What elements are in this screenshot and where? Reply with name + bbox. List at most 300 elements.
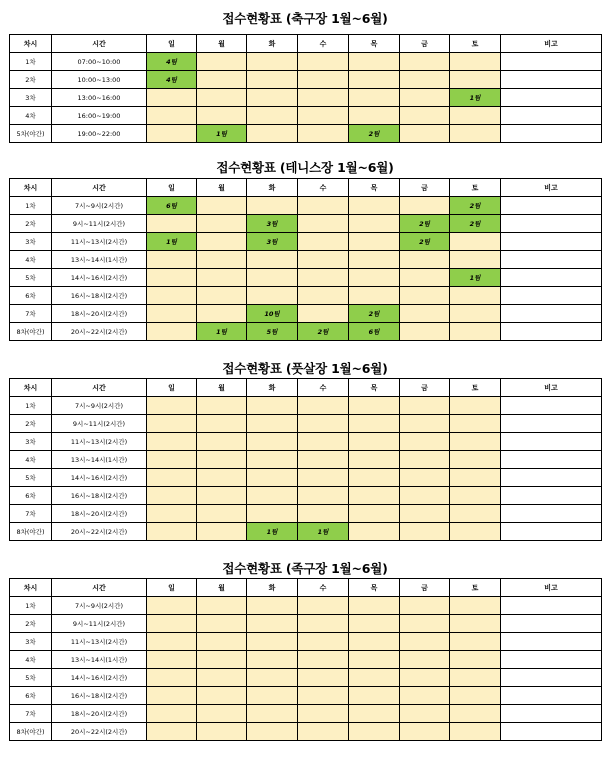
booked-slot-cell: 2팀 xyxy=(349,305,400,323)
column-header: 목 xyxy=(349,35,400,53)
open-slot-cell xyxy=(349,53,400,71)
open-slot-cell xyxy=(450,397,501,415)
header-row xyxy=(10,579,602,597)
note-cell xyxy=(501,597,602,615)
open-slot-cell xyxy=(197,107,247,125)
table-row xyxy=(10,651,602,669)
open-slot-cell xyxy=(247,705,298,723)
table-row xyxy=(10,197,602,215)
session-cell: 2차 xyxy=(10,71,52,89)
open-slot-cell xyxy=(298,53,349,71)
open-slot-cell xyxy=(197,89,247,107)
open-slot-cell xyxy=(298,397,349,415)
open-slot-cell xyxy=(197,269,247,287)
table-row xyxy=(10,251,602,269)
booked-slot-cell: 4팀 xyxy=(147,53,197,71)
table-row xyxy=(10,469,602,487)
session-cell: 1차 xyxy=(10,197,52,215)
open-slot-cell xyxy=(349,197,400,215)
booked-slot-cell: 2팀 xyxy=(349,125,400,143)
open-slot-cell xyxy=(400,597,450,615)
open-slot-cell xyxy=(197,305,247,323)
time-cell: 16시~18시(2시간) xyxy=(52,287,147,305)
time-cell: 13시~14시(1시간) xyxy=(52,451,147,469)
table-row xyxy=(10,687,602,705)
section-title: 접수현황표 (테니스장 1월~6월) xyxy=(216,160,394,175)
section-title: 접수현황표 (족구장 1월~6월) xyxy=(222,561,388,576)
booked-slot-cell: 4팀 xyxy=(147,71,197,89)
open-slot-cell xyxy=(197,633,247,651)
note-cell xyxy=(501,669,602,687)
column-header: 시간 xyxy=(52,579,147,597)
booked-slot-cell: 2팀 xyxy=(298,323,349,341)
schedule-table xyxy=(9,34,602,143)
table-row xyxy=(10,597,602,615)
open-slot-cell xyxy=(147,723,197,741)
open-slot-cell xyxy=(197,415,247,433)
open-slot-cell xyxy=(450,523,501,541)
note-cell xyxy=(501,305,602,323)
column-header: 시간 xyxy=(52,379,147,397)
open-slot-cell xyxy=(147,597,197,615)
time-cell: 11시~13시(2시간) xyxy=(52,633,147,651)
open-slot-cell xyxy=(400,669,450,687)
open-slot-cell xyxy=(247,451,298,469)
open-slot-cell xyxy=(400,723,450,741)
column-header: 목 xyxy=(349,579,400,597)
time-cell: 16시~18시(2시간) xyxy=(52,687,147,705)
open-slot-cell xyxy=(450,469,501,487)
table-row xyxy=(10,523,602,541)
column-header: 토 xyxy=(450,179,501,197)
open-slot-cell xyxy=(349,705,400,723)
booked-slot-cell: 2팀 xyxy=(400,233,450,251)
open-slot-cell xyxy=(298,89,349,107)
open-slot-cell xyxy=(400,305,450,323)
table-row xyxy=(10,125,602,143)
schedule-table xyxy=(9,378,602,541)
open-slot-cell xyxy=(247,197,298,215)
open-slot-cell xyxy=(400,415,450,433)
session-cell: 3차 xyxy=(10,233,52,251)
open-slot-cell xyxy=(247,125,298,143)
column-header: 화 xyxy=(247,35,298,53)
open-slot-cell xyxy=(147,107,197,125)
open-slot-cell xyxy=(349,597,400,615)
column-header: 목 xyxy=(349,179,400,197)
open-slot-cell xyxy=(197,53,247,71)
open-slot-cell xyxy=(298,469,349,487)
open-slot-cell xyxy=(147,269,197,287)
column-header: 일 xyxy=(147,579,197,597)
open-slot-cell xyxy=(247,669,298,687)
open-slot-cell xyxy=(349,287,400,305)
time-cell: 07:00~10:00 xyxy=(52,53,147,71)
schedule-table xyxy=(9,578,602,741)
session-cell: 2차 xyxy=(10,615,52,633)
open-slot-cell xyxy=(298,723,349,741)
open-slot-cell xyxy=(147,397,197,415)
open-slot-cell xyxy=(247,53,298,71)
open-slot-cell xyxy=(450,651,501,669)
column-header: 월 xyxy=(197,579,247,597)
column-header: 월 xyxy=(197,379,247,397)
column-header: 목 xyxy=(349,379,400,397)
open-slot-cell xyxy=(349,451,400,469)
note-cell xyxy=(501,451,602,469)
open-slot-cell xyxy=(197,287,247,305)
booked-slot-cell: 2팀 xyxy=(450,197,501,215)
column-header: 비고 xyxy=(501,179,602,197)
table-row xyxy=(10,505,602,523)
open-slot-cell xyxy=(197,233,247,251)
open-slot-cell xyxy=(450,125,501,143)
booked-slot-cell: 1팀 xyxy=(450,269,501,287)
open-slot-cell xyxy=(349,687,400,705)
header-row xyxy=(10,179,602,197)
open-slot-cell xyxy=(400,71,450,89)
session-cell: 8차(야간) xyxy=(10,523,52,541)
session-cell: 5차 xyxy=(10,469,52,487)
open-slot-cell xyxy=(349,523,400,541)
open-slot-cell xyxy=(298,651,349,669)
open-slot-cell xyxy=(349,615,400,633)
time-cell: 13시~14시(1시간) xyxy=(52,651,147,669)
open-slot-cell xyxy=(298,687,349,705)
booked-slot-cell: 1팀 xyxy=(450,89,501,107)
column-header: 비고 xyxy=(501,35,602,53)
open-slot-cell xyxy=(147,251,197,269)
open-slot-cell xyxy=(450,53,501,71)
time-cell: 9시~11시(2시간) xyxy=(52,615,147,633)
table-row xyxy=(10,415,602,433)
open-slot-cell xyxy=(349,415,400,433)
open-slot-cell xyxy=(450,451,501,469)
open-slot-cell xyxy=(450,505,501,523)
time-cell: 13시~14시(1시간) xyxy=(52,251,147,269)
open-slot-cell xyxy=(197,651,247,669)
column-header: 수 xyxy=(298,379,349,397)
open-slot-cell xyxy=(450,433,501,451)
open-slot-cell xyxy=(298,233,349,251)
open-slot-cell xyxy=(197,523,247,541)
column-header: 시간 xyxy=(52,179,147,197)
open-slot-cell xyxy=(349,723,400,741)
open-slot-cell xyxy=(247,415,298,433)
column-header: 차시 xyxy=(10,379,52,397)
open-slot-cell xyxy=(298,107,349,125)
open-slot-cell xyxy=(400,197,450,215)
open-slot-cell xyxy=(400,469,450,487)
open-slot-cell xyxy=(147,415,197,433)
booked-slot-cell: 1팀 xyxy=(197,323,247,341)
note-cell xyxy=(501,633,602,651)
note-cell xyxy=(501,505,602,523)
table-row xyxy=(10,287,602,305)
open-slot-cell xyxy=(197,597,247,615)
open-slot-cell xyxy=(247,89,298,107)
open-slot-cell xyxy=(197,705,247,723)
open-slot-cell xyxy=(349,469,400,487)
note-cell xyxy=(501,651,602,669)
booked-slot-cell: 1팀 xyxy=(147,233,197,251)
column-header: 화 xyxy=(247,379,298,397)
open-slot-cell xyxy=(197,197,247,215)
note-cell xyxy=(501,433,602,451)
time-cell: 20시~22시(2시간) xyxy=(52,723,147,741)
column-header: 월 xyxy=(197,179,247,197)
session-cell: 7차 xyxy=(10,705,52,723)
session-cell: 4차 xyxy=(10,107,52,125)
open-slot-cell xyxy=(349,107,400,125)
open-slot-cell xyxy=(298,597,349,615)
open-slot-cell xyxy=(450,305,501,323)
note-cell xyxy=(501,687,602,705)
open-slot-cell xyxy=(147,287,197,305)
open-slot-cell xyxy=(450,705,501,723)
open-slot-cell xyxy=(450,687,501,705)
open-slot-cell xyxy=(349,251,400,269)
time-cell: 19:00~22:00 xyxy=(52,125,147,143)
session-cell: 5차 xyxy=(10,669,52,687)
open-slot-cell xyxy=(400,687,450,705)
open-slot-cell xyxy=(197,433,247,451)
open-slot-cell xyxy=(349,651,400,669)
open-slot-cell xyxy=(298,505,349,523)
open-slot-cell xyxy=(400,487,450,505)
note-cell xyxy=(501,705,602,723)
open-slot-cell xyxy=(400,651,450,669)
time-cell: 14시~16시(2시간) xyxy=(52,269,147,287)
session-cell: 2차 xyxy=(10,415,52,433)
session-cell: 4차 xyxy=(10,451,52,469)
session-cell: 7차 xyxy=(10,505,52,523)
booked-slot-cell: 5팀 xyxy=(247,323,298,341)
open-slot-cell xyxy=(450,107,501,125)
open-slot-cell xyxy=(298,305,349,323)
booked-slot-cell: 1팀 xyxy=(298,523,349,541)
session-cell: 8차(야간) xyxy=(10,323,52,341)
column-header: 시간 xyxy=(52,35,147,53)
time-cell: 18시~20시(2시간) xyxy=(52,705,147,723)
time-cell: 16시~18시(2시간) xyxy=(52,487,147,505)
open-slot-cell xyxy=(298,487,349,505)
time-cell: 20시~22시(2시간) xyxy=(52,323,147,341)
open-slot-cell xyxy=(298,215,349,233)
note-cell xyxy=(501,487,602,505)
open-slot-cell xyxy=(298,669,349,687)
schedule-table xyxy=(9,178,602,341)
open-slot-cell xyxy=(247,597,298,615)
session-cell: 3차 xyxy=(10,433,52,451)
open-slot-cell xyxy=(450,71,501,89)
session-cell: 8차(야간) xyxy=(10,723,52,741)
note-cell xyxy=(501,523,602,541)
open-slot-cell xyxy=(400,615,450,633)
open-slot-cell xyxy=(298,71,349,89)
table-row xyxy=(10,53,602,71)
column-header: 금 xyxy=(400,379,450,397)
note-cell xyxy=(501,53,602,71)
time-cell: 10:00~13:00 xyxy=(52,71,147,89)
open-slot-cell xyxy=(197,723,247,741)
open-slot-cell xyxy=(298,287,349,305)
column-header: 일 xyxy=(147,35,197,53)
time-cell: 20시~22시(2시간) xyxy=(52,523,147,541)
open-slot-cell xyxy=(400,397,450,415)
open-slot-cell xyxy=(147,651,197,669)
table-row xyxy=(10,269,602,287)
column-header: 수 xyxy=(298,35,349,53)
open-slot-cell xyxy=(147,323,197,341)
column-header: 토 xyxy=(450,379,501,397)
column-header: 화 xyxy=(247,179,298,197)
table-row xyxy=(10,89,602,107)
session-cell: 3차 xyxy=(10,633,52,651)
open-slot-cell xyxy=(147,215,197,233)
note-cell xyxy=(501,323,602,341)
open-slot-cell xyxy=(247,397,298,415)
open-slot-cell xyxy=(247,651,298,669)
section-title: 접수현황표 (축구장 1월~6월) xyxy=(222,11,388,26)
time-cell: 9시~11시(2시간) xyxy=(52,215,147,233)
booked-slot-cell: 3팀 xyxy=(247,233,298,251)
time-cell: 7시~9시(2시간) xyxy=(52,197,147,215)
time-cell: 7시~9시(2시간) xyxy=(52,597,147,615)
open-slot-cell xyxy=(147,633,197,651)
session-cell: 6차 xyxy=(10,487,52,505)
table-row xyxy=(10,107,602,125)
open-slot-cell xyxy=(147,615,197,633)
table-row xyxy=(10,305,602,323)
open-slot-cell xyxy=(400,451,450,469)
open-slot-cell xyxy=(349,215,400,233)
open-slot-cell xyxy=(147,669,197,687)
table-row xyxy=(10,451,602,469)
open-slot-cell xyxy=(197,505,247,523)
open-slot-cell xyxy=(197,215,247,233)
open-slot-cell xyxy=(450,723,501,741)
open-slot-cell xyxy=(400,125,450,143)
open-slot-cell xyxy=(298,415,349,433)
time-cell: 14시~16시(2시간) xyxy=(52,669,147,687)
open-slot-cell xyxy=(197,487,247,505)
open-slot-cell xyxy=(400,433,450,451)
open-slot-cell xyxy=(147,487,197,505)
open-slot-cell xyxy=(400,323,450,341)
open-slot-cell xyxy=(197,451,247,469)
note-cell xyxy=(501,125,602,143)
session-cell: 1차 xyxy=(10,397,52,415)
column-header: 수 xyxy=(298,179,349,197)
column-header: 토 xyxy=(450,35,501,53)
open-slot-cell xyxy=(247,287,298,305)
time-cell: 9시~11시(2시간) xyxy=(52,415,147,433)
open-slot-cell xyxy=(349,269,400,287)
table-row xyxy=(10,615,602,633)
note-cell xyxy=(501,89,602,107)
open-slot-cell xyxy=(400,633,450,651)
open-slot-cell xyxy=(400,705,450,723)
booked-slot-cell: 1팀 xyxy=(247,523,298,541)
open-slot-cell xyxy=(247,433,298,451)
open-slot-cell xyxy=(147,687,197,705)
open-slot-cell xyxy=(147,705,197,723)
note-cell xyxy=(501,397,602,415)
session-cell: 2차 xyxy=(10,215,52,233)
open-slot-cell xyxy=(247,687,298,705)
table-row xyxy=(10,397,602,415)
open-slot-cell xyxy=(400,287,450,305)
time-cell: 11시~13시(2시간) xyxy=(52,433,147,451)
table-row xyxy=(10,433,602,451)
table-row xyxy=(10,669,602,687)
open-slot-cell xyxy=(147,451,197,469)
open-slot-cell xyxy=(247,469,298,487)
open-slot-cell xyxy=(298,451,349,469)
open-slot-cell xyxy=(400,251,450,269)
booked-slot-cell: 1팀 xyxy=(197,125,247,143)
open-slot-cell xyxy=(450,487,501,505)
session-cell: 4차 xyxy=(10,251,52,269)
open-slot-cell xyxy=(197,397,247,415)
open-slot-cell xyxy=(247,251,298,269)
column-header: 금 xyxy=(400,579,450,597)
open-slot-cell xyxy=(349,633,400,651)
table-row xyxy=(10,71,602,89)
session-cell: 3차 xyxy=(10,89,52,107)
note-cell xyxy=(501,723,602,741)
column-header: 일 xyxy=(147,179,197,197)
session-cell: 5차 xyxy=(10,269,52,287)
table-row xyxy=(10,487,602,505)
session-cell: 6차 xyxy=(10,687,52,705)
table-row xyxy=(10,705,602,723)
time-cell: 13:00~16:00 xyxy=(52,89,147,107)
open-slot-cell xyxy=(349,505,400,523)
table-row xyxy=(10,215,602,233)
session-cell: 1차 xyxy=(10,53,52,71)
column-header: 월 xyxy=(197,35,247,53)
note-cell xyxy=(501,233,602,251)
booked-slot-cell: 6팀 xyxy=(147,197,197,215)
time-cell: 7시~9시(2시간) xyxy=(52,397,147,415)
open-slot-cell xyxy=(349,233,400,251)
open-slot-cell xyxy=(247,71,298,89)
open-slot-cell xyxy=(197,469,247,487)
booked-slot-cell: 10팀 xyxy=(247,305,298,323)
column-header: 비고 xyxy=(501,579,602,597)
open-slot-cell xyxy=(197,615,247,633)
column-header: 차시 xyxy=(10,179,52,197)
column-header: 금 xyxy=(400,35,450,53)
open-slot-cell xyxy=(197,71,247,89)
open-slot-cell xyxy=(147,433,197,451)
section-title: 접수현황표 (풋살장 1월~6월) xyxy=(222,361,388,376)
open-slot-cell xyxy=(298,633,349,651)
header-row xyxy=(10,35,602,53)
open-slot-cell xyxy=(349,71,400,89)
note-cell xyxy=(501,287,602,305)
note-cell xyxy=(501,415,602,433)
note-cell xyxy=(501,251,602,269)
column-header: 차시 xyxy=(10,35,52,53)
open-slot-cell xyxy=(298,705,349,723)
table-row xyxy=(10,233,602,251)
open-slot-cell xyxy=(147,89,197,107)
open-slot-cell xyxy=(450,233,501,251)
open-slot-cell xyxy=(400,269,450,287)
